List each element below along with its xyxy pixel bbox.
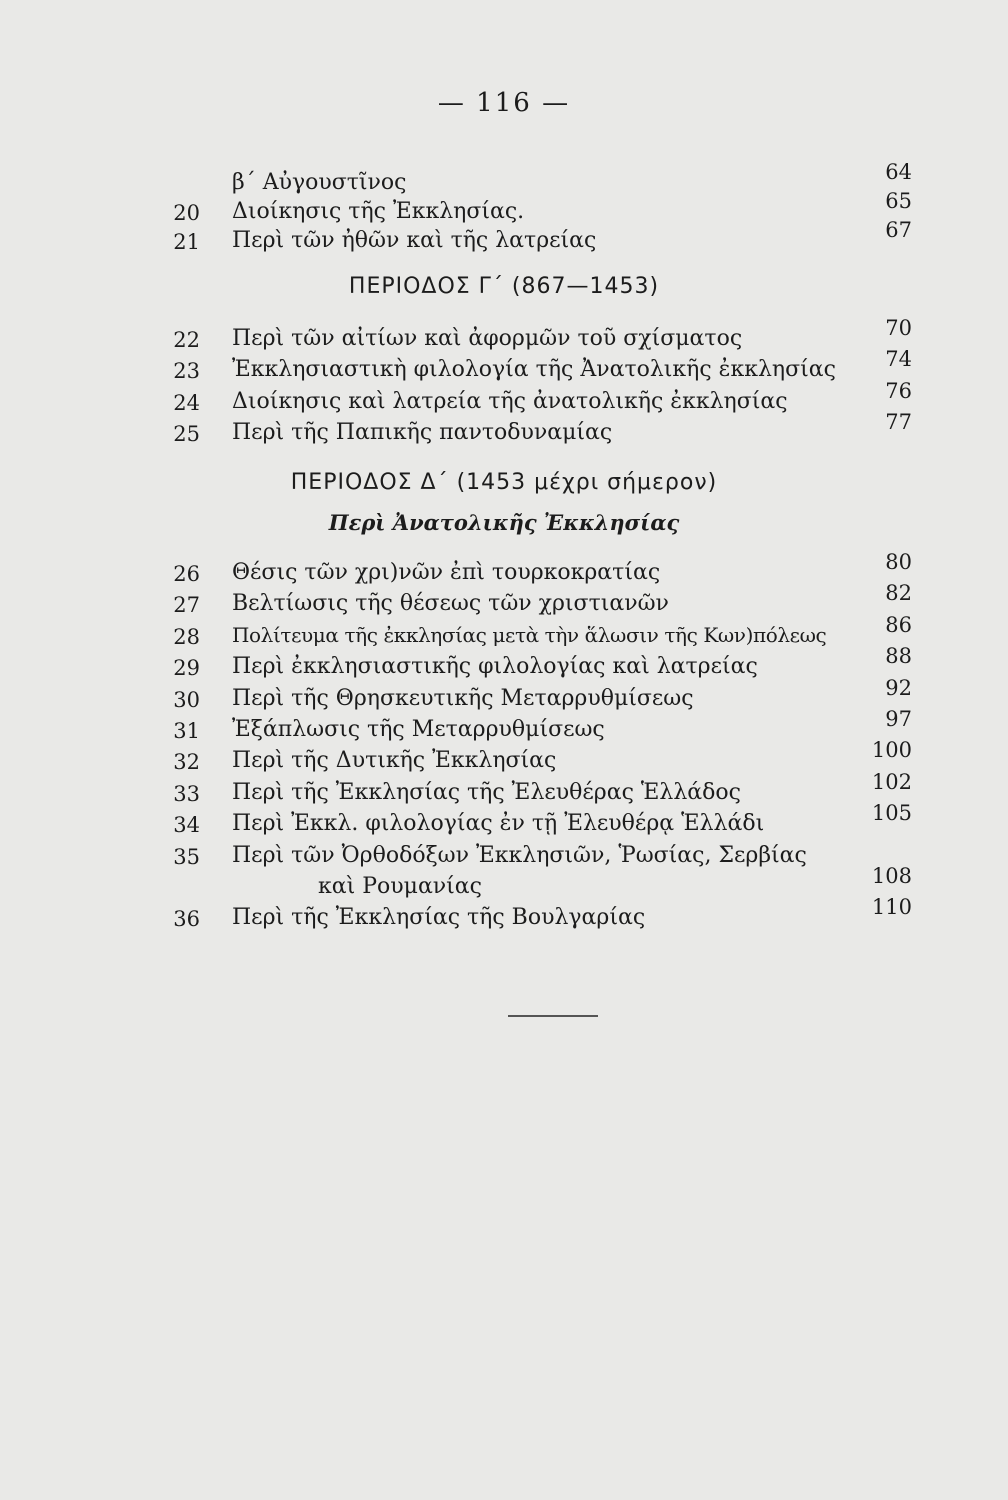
entry-title: Περὶ τῶν Ὀρθοδόξων Ἐκκλησιῶν, Ῥωσίας, Σερβίας [232,843,807,868]
section-subheading: Περὶ Ἀνατολικῆς Ἐκκλησίας [328,510,680,535]
entry-number: 36 [173,907,200,931]
page-number: — 116 — [437,88,571,118]
entry-title: Περὶ τῆς Δυτικῆς Ἐκκλησίας [232,748,557,773]
toc-entry [0,770,1008,808]
entry-number: 28 [173,625,200,649]
entry-title: Διοίκησις καὶ λατρεία τῆς ἀνατολικῆς ἐκκλησίας [232,389,788,414]
entry-title: Περὶ τῆς Θρησκευτικῆς Μεταρρυθμίσεως [232,686,694,711]
entry-title: β΄ Αὐγουστῖνος [232,170,407,195]
toc-entry [0,550,1008,588]
entry-title: Περὶ ἐκκλησιαστικῆς φιλολογίας καὶ λατρείας [232,654,758,679]
toc-entry [0,613,1008,651]
entry-number: 25 [173,422,200,446]
entry-number: 33 [173,782,200,806]
toc-entry [0,895,1008,933]
entry-title: Διοίκησις τῆς Ἐκκλησίας. [232,199,525,224]
entry-number: 29 [173,656,200,680]
section-heading-period-g: ΠΕΡΙΟΔΟΣ Γ΄ (867—1453) [348,274,660,299]
entry-number: 26 [173,562,200,586]
entry-number: 31 [173,719,200,743]
toc-entry [0,644,1008,682]
entry-page: 110 [871,895,912,919]
entry-number: 21 [173,230,200,254]
toc-entry [0,379,1008,417]
entry-number: 24 [173,391,200,415]
entry-title: Περὶ τῆς Παπικῆς παντοδυναμίας [232,420,613,445]
toc-entry [0,841,1008,871]
entry-page: 80 [885,550,912,574]
entry-page: 65 [885,189,912,213]
entry-title: Θέσις τῶν χρι)νῶν ἐπὶ τουρκοκρατίας [232,560,661,585]
toc-entry-continuation [0,864,1008,902]
entry-number: 27 [173,593,200,617]
toc-entry [0,707,1008,745]
end-divider [508,1015,598,1017]
entry-title: Ἐξάπλωσις τῆς Μεταρρυθμίσεως [232,717,605,742]
entry-page: 100 [871,738,912,762]
entry-number: 23 [173,359,200,383]
entry-number: 20 [173,201,200,225]
entry-title: Περὶ τῶν ἠθῶν καὶ τῆς λατρείας [232,228,597,253]
entry-title: Βελτίωσις τῆς θέσεως τῶν χριστιανῶν [232,591,669,616]
toc-entry [0,581,1008,619]
entry-title: Περὶ τῆς Ἐκκλησίας τῆς Βουλγαρίας [232,905,646,930]
section-heading-period-d: ΠΕΡΙΟΔΟΣ Δ΄ (1453 μέχρι σήμερον) [290,470,718,495]
entry-page: 102 [871,770,912,794]
entry-title: καὶ Ρουμανίας [318,874,482,899]
entry-page: 76 [885,379,912,403]
toc-entry [0,316,1008,354]
entry-number: 30 [173,688,200,712]
entry-title: Πολίτευμα τῆς ἐκκλησίας μετὰ τὴν ἅλωσιν τῆς Κων)πόλεως [232,623,827,647]
entry-title: Περὶ τῆς Ἐκκλησίας τῆς Ἐλευθέρας Ἑλλάδος [232,780,741,805]
entry-number: 22 [173,328,200,352]
entry-page: 86 [885,613,912,637]
entry-page: 74 [885,347,912,371]
entry-page: 97 [885,707,912,731]
entry-page: 88 [885,644,912,668]
entry-number: 34 [173,813,200,837]
entry-title: Περὶ Ἐκκλ. φιλολογίας ἐν τῇ Ἐλευθέρᾳ Ἑλλάδι [232,811,765,836]
entry-page: 70 [885,316,912,340]
toc-entry [0,160,1008,198]
toc-entry [0,738,1008,776]
toc-entry [0,410,1008,448]
entry-title: Περὶ τῶν αἰτίων καὶ ἀφορμῶν τοῦ σχίσματος [232,326,743,351]
entry-number: 35 [173,845,200,869]
toc-entry [0,189,1008,227]
entry-number: 32 [173,750,200,774]
entry-page: 67 [885,218,912,242]
toc-entry [0,676,1008,714]
entry-page: 82 [885,581,912,605]
entry-page: 77 [885,410,912,434]
toc-entry [0,347,1008,385]
entry-page: 64 [885,160,912,184]
entry-page: 92 [885,676,912,700]
toc-entry [0,218,1008,256]
entry-page: 108 [871,864,912,888]
toc-entry [0,801,1008,839]
entry-title: Ἐκκλησιαστικὴ φιλολογία τῆς Ἀνατολικῆς ἐκκλησίας [232,357,836,382]
entry-page: 105 [871,801,912,825]
